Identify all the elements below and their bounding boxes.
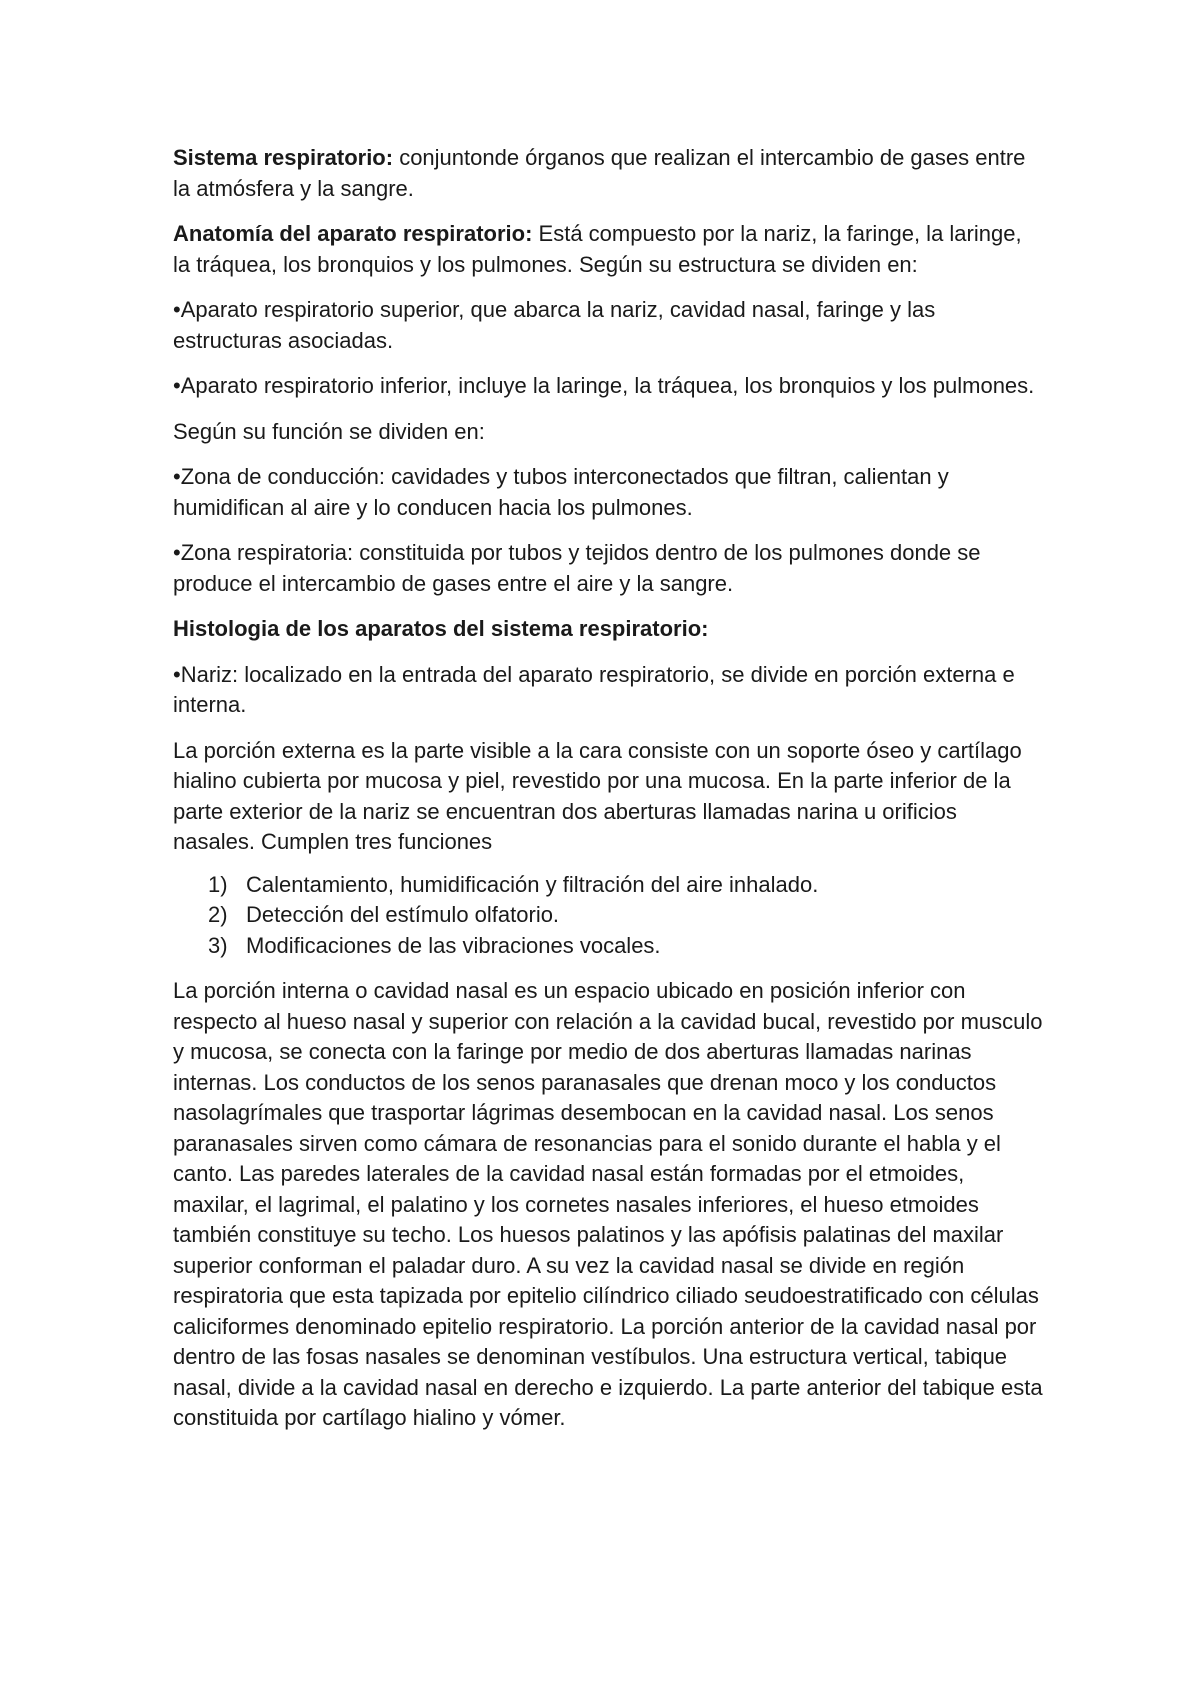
list-item xyxy=(173,870,1043,901)
paragraph-definition xyxy=(173,143,1043,204)
functions-list xyxy=(173,870,1043,962)
list-item xyxy=(173,900,1043,931)
document-page xyxy=(173,143,1043,1449)
list-item-number: 3) xyxy=(208,932,228,958)
term-sistema-respiratorio: Sistema respiratorio: xyxy=(173,145,394,170)
paragraph-function-intro: Según su función se dividen en: xyxy=(173,418,485,444)
paragraph-external-portion: La porción externa es la parte visible a la cara consiste con un soporte óseo y cartílago hialino cubierta por mucosa y piel, revestido por una mucosa. En la parte inferior de la parte exterior de la nariz se encuentran dos aberturas llamadas narina u orificios nasales. Cumplen tres funciones xyxy=(173,737,1022,854)
bullet-lower-tract: •Aparato respiratorio inferior, incluye la laringe, la tráquea, los bronquios y los pulmones. xyxy=(173,373,1035,398)
list-item xyxy=(173,931,1043,962)
section-heading-histology xyxy=(173,614,1043,645)
bullet-respiratory-zone: •Zona respiratoria: constituida por tubos y tejidos dentro de los pulmones donde se produce el intercambio de gases entre el aire y la sangre. xyxy=(173,540,981,596)
list-item-number: 2) xyxy=(208,902,228,927)
list-item-text: Detección del estímulo olfatorio. xyxy=(246,902,560,927)
bullet-conduction-zone: •Zona de conducción: cavidades y tubos interconectados que filtran, calientan y humidifican al aire y lo conducen hacia los pulmones. xyxy=(173,464,949,520)
list-item-text: Calentamiento, humidificación y filtración del aire inhalado. xyxy=(246,871,819,897)
bullet-nose: •Nariz: localizado en la entrada del aparato respiratorio, se divide en porción externa e interna. xyxy=(173,661,1015,717)
histology-heading-text: Histologia de los aparatos del sistema respiratorio: xyxy=(173,616,709,641)
definition-text: conjuntonde órganos que realizan el intercambio de gases entre la atmósfera y la sangre. xyxy=(173,145,1026,201)
anatomy-text: Está compuesto por la nariz, la faringe, la laringe, la tráquea, los bronquios y los pulmones. Según su estructura se dividen en: xyxy=(173,221,1022,277)
paragraph-internal-portion: La porción interna o cavidad nasal es un espacio ubicado en posición inferior con respecto al hueso nasal y superior con relación a la cavidad bucal, revestido por musculo y mucosa, se conecta con la faringe por medio de dos aberturas llamadas narinas internas. Los conductos de los senos paranasales que drenan moco y los conductos nasolagrímales que trasportar lágrimas desembocan en la cavidad nasal. Los senos paranasales sirven como cámara de resonancias para el sonido durante el habla y el canto. Las paredes laterales de la cavidad nasal están formadas por el etmoides, maxilar, el lagrimal, el palatino y los cornetes nasales inferiores, el hueso etmoides también constituye su techo. Los huesos palatinos y las apófisis palatinas del maxilar superior conforman el paladar duro. A su vez la cavidad nasal se divide en región respiratoria que esta tapizada por epitelio cilíndrico ciliado seudoestratificado con células caliciformes denominado epitelio respiratorio. La porción anterior de la cavidad nasal por dentro de las fosas nasales se denominan vestíbulos. Una estructura vertical, tabique nasal, divide a la cavidad nasal en derecho e izquierdo. La parte anterior del tabique esta constituida por cartílago hialino y vómer. xyxy=(173,978,1043,1430)
list-item-number: 1) xyxy=(208,871,228,897)
list-item-text: Modificaciones de las vibraciones vocales. xyxy=(246,932,661,958)
paragraph-anatomy xyxy=(173,219,1043,280)
bullet-upper-tract: •Aparato respiratorio superior, que abarca la nariz, cavidad nasal, faringe y las estructuras asociadas. xyxy=(173,297,936,353)
term-anatomia: Anatomía del aparato respiratorio: xyxy=(173,221,533,246)
